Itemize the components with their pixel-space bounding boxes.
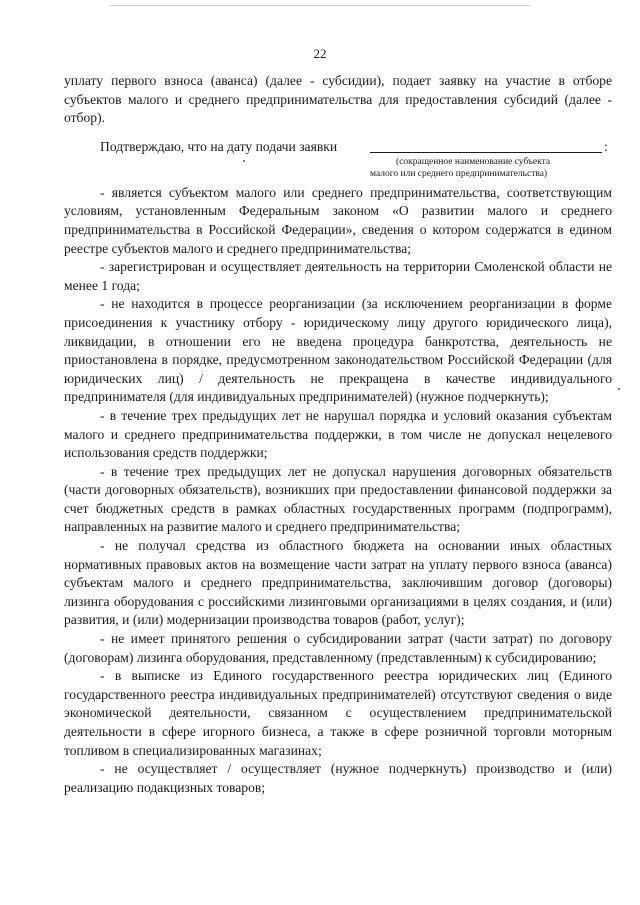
scan-speck (618, 388, 620, 390)
scan-top-edge (110, 5, 530, 6)
caption-line-2: малого или среднего предпринимательства) (370, 168, 548, 179)
blank-caption (64, 156, 612, 184)
condition-item: - является субъектом малого или среднего предпринимательства, соответствующим условиям, установленным Федеральным законом «О развитии малого и среднего предпринимательства в Российской Федерации», сведения о котором содержатся в едином реестре субъектов малого и среднего предпринимательства; (64, 184, 612, 256)
condition-item: - не осуществляет / осуществляет (нужное подчеркнуть) производство и (или) реализацию подакцизных товаров; (64, 761, 612, 795)
condition-item: - зарегистрирован и осуществляет деятельность на территории Смоленской области не менее 1 года; (64, 259, 612, 293)
confirm-text: Подтверждаю, что на дату подачи заявки (100, 138, 338, 154)
condition-item: - не находится в процессе реорганизации (за исключением реорганизации в форме присоединения к участнику отбору - юридическому лицу другого юридического лица), ликвидации, в отношении его не введена процедура банкротства, деятельность не приостановлена в порядке, предусмотренном законодательством Российской Федерации (для юридических лиц) / деятельность не прекращена в качестве индивидуального предпринимателя (для индивидуальных предпринимателей) (нужное подчеркнуть); (64, 296, 612, 405)
confirm-colon: : (604, 138, 608, 154)
intro-paragraph: уплату первого взноса (аванса) (далее - субсидии), подает заявку на участие в отборе субъектов малого и среднего предпринимательства для предоставления субсидий (далее - отбор). (64, 73, 612, 126)
condition-item: - не получал средства из областного бюджета на основании иных областных нормативных правовых актов на возмещение части затрат на уплату первого взноса (аванса) субъектам малого и среднего предпринимательства, заключившим договор (договоры) лизинга оборудования с российскими лизинговыми организациями в целях создания, и (или) развития, и (или) модернизации производства товаров (работ, услуг); (64, 538, 612, 628)
condition-item: - в течение трех предыдущих лет не допускал нарушения договорных обязательств (части договорных обязательств), возникших при предоставлении финансовой поддержки за счет бюджетных средств в рамках областных государственных программ (подпрограмм), направленных на развитие малого и среднего предпринимательства; (64, 463, 612, 535)
condition-item: - в выписке из Единого государственного реестра юридических лиц (Единого государственного реестра индивидуальных предпринимателей) отсутствуют сведения о виде экономической деятельности, связанном с осуществлением предпринимательской деятельности в сфере игорного бизнеса, а также в сфере розничной торговли моторным топливом в специализированных магазинах; (64, 668, 612, 758)
applicant-name-blank[interactable] (370, 152, 602, 153)
page-number: 22 (313, 46, 327, 61)
caption-line-1: (сокращенное наименование субъекта (396, 156, 551, 167)
document-body (64, 72, 612, 797)
condition-item: - в течение трех предыдущих лет не нарушал порядка и условий оказания субъектам малого и среднего предпринимательства поддержки, в том числе не допускал нецелевого использования средств поддержки; (64, 407, 612, 461)
confirm-line (64, 138, 612, 156)
condition-item: - не имеет принятого решения о субсидировании затрат (части затрат) по договору (договорам) лизинга оборудования, представленному (представленным) к субсидированию; (64, 631, 612, 665)
